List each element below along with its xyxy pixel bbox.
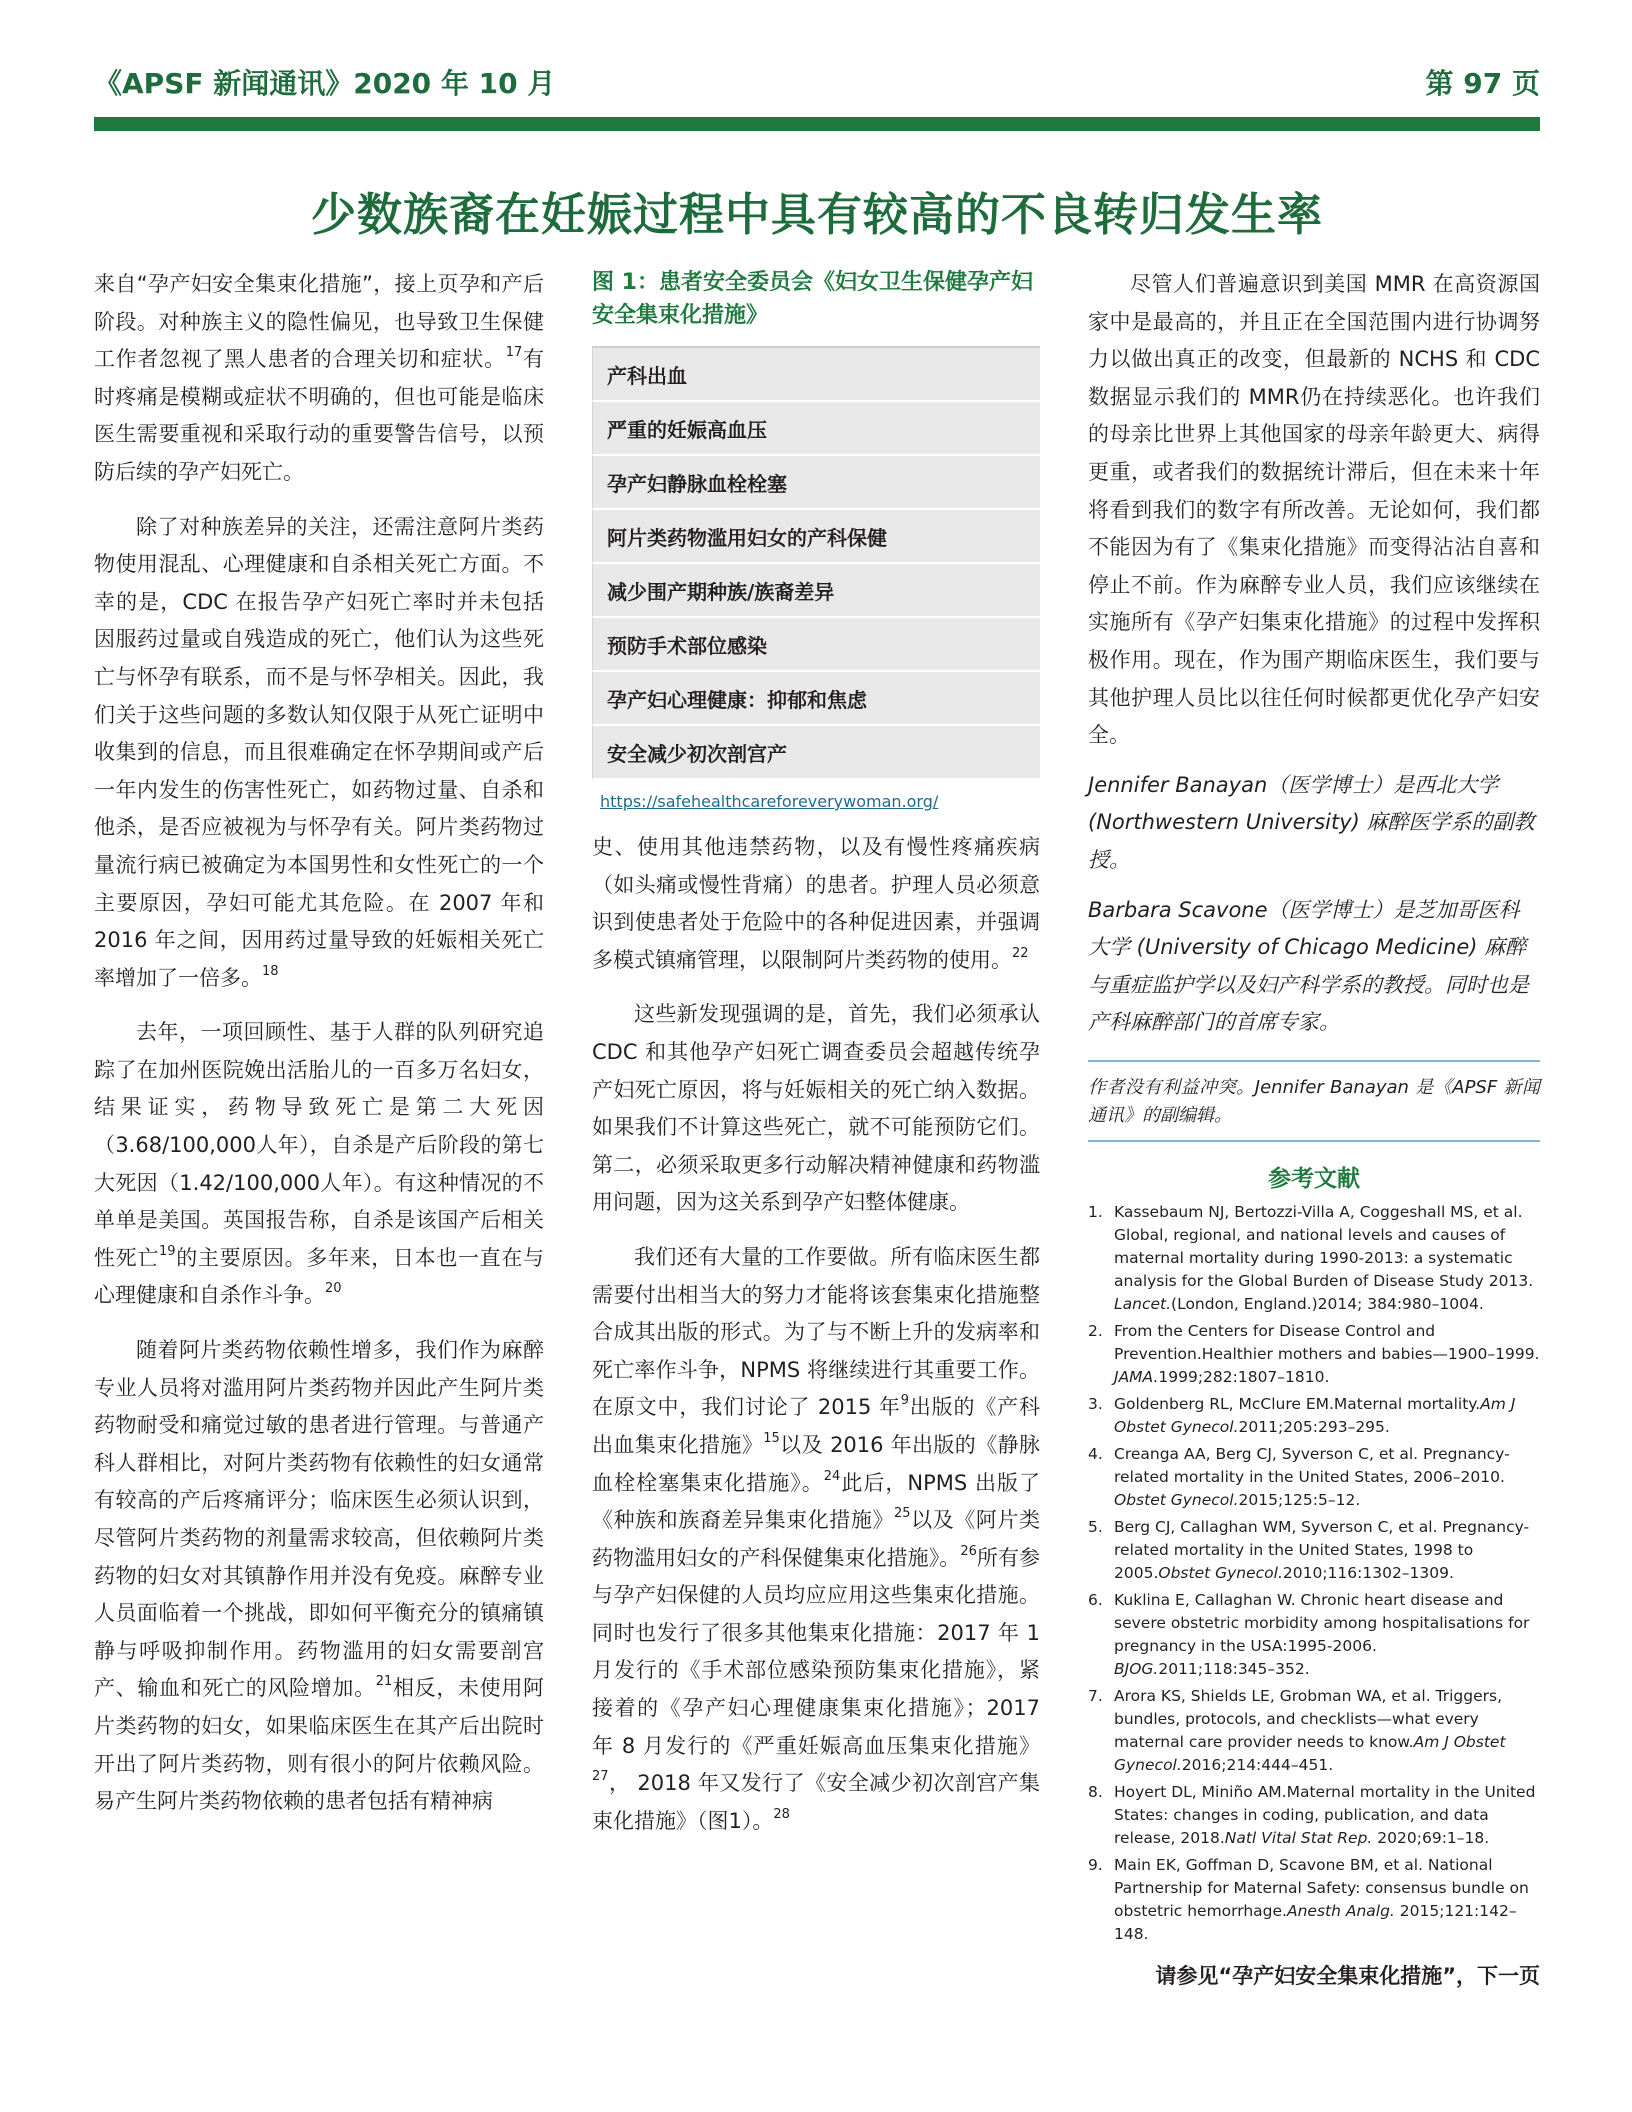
author-bio: Jennifer Banayan（医学博士）是西北大学 (Northwestern University) 麻醉医学系的副教授。 [1088,772,1535,872]
page-number: 第 97 页 [1425,67,1540,100]
newsletter-issue: 《APSF 新闻通讯》2020 年 10 月 [94,67,556,100]
paragraph: 史、使用其他违禁药物，以及有慢性疼痛疾病（如头痛或慢性背痛）的患者。护理人员必须意识到使患者处于危险中的各种促进因素，并强调多模式镇痛管理，以限制阿片类药物的使用。$^{22}$ [592,835,1040,972]
list-item: 9. Main EK, Goffman D, Scavone BM, et al. National Partnership for Maternal Safety: consensus bundle on obstetric hemorrhage.Anesth Analg. 2015;121:142–148. [1088,1855,1529,1943]
continued-next-page: 请参见“孕产妇安全集束化措施”，下一页 [1155,1963,1540,1988]
paragraph: 尽管人们普遍意识到美国 MMR 在高资源国家中是最高的，并且正在全国范围内进行协调努力以做出真正的改变，但最新的 NCHS 和 CDC 数据显示我们的 MMR仍在持续恶化。也许我们的母亲比世界上其他国家的母亲年龄更大、病得更重，或者我们的数据统计滞后，但在未来十年将看到我们的数字有所改善。无论如何，我们都不能因为有了《集束化措施》而变得沾沾自喜和停止不前。作为麻醉专业人员，我们应该继续在实施所有《孕产妇集束化措施》的过程中发挥积极作用。现在，作为围产期临床医生，我们要与其他护理人员比以往任何时候都更优化孕产妇安全。 [1088,272,1540,748]
paragraph: 去年，一项回顾性、基于人群的队列研究追踪了在加州医院娩出活胎儿的一百多万名妇女，结果证实，药物导致死亡是第二大死因（3.68/100,000人年），自杀是产后阶段的第七大死因（1.42/100,000人年）。有这种情况的不单单是美国。英国报告称，自杀是该国产后相关性死亡$^{19}$的主要原因。多年来，日本也一直在与心理健康和自杀作斗争。$^{20}$ [94,1020,545,1308]
table-row: 阿片类药物滥用妇女的产科保健 [592,510,1040,564]
references-heading: 参考文献 [1268,1165,1360,1192]
disclosure-box [1088,1060,1540,1142]
column-1 [94,266,544,1821]
article-title: 少数族裔在妊娠过程中具有较高的不良转归发生率 [310,188,1323,241]
list-item: 4. Creanga AA, Berg CJ, Syverson C, et al. Pregnancy-related mortality in the United States, 2006–2010. Obstet Gynecol.2015;125:5–12. [1088,1444,1510,1509]
paragraph: 随着阿片类药物依赖性增多，我们作为麻醉专业人员将对滥用阿片类药物并因此产生阿片类药物耐受和痛觉过敏的患者进行管理。与普通产科人群相比，对阿片类药物有依赖性的妇女通常有较高的产后疼痛评分；临床医生必须认识到，尽管阿片类药物的剂量需求较高，但依赖阿片类药物的妇女对其镇静作用并没有免疫。麻醉专业人员面临着一个挑战，即如何平衡充分的镇痛镇静与呼吸抑制作用。药物滥用的妇女需要剖宫产、输血和死亡的风险增加。$^{21}$相反，未使用阿片类药物的妇女，如果临床医生在其产后出院时开出了阿片类药物，则有很小的阿片依赖风险。易产生阿片类药物依赖的患者包括有精神病 [94,1338,545,1814]
list-item: 7. Arora KS, Shields LE, Grobman WA, et al. Triggers, bundles, protocols, and checklists—what every maternal care provider needs to know.Am J Obstet Gynecol.2016;214:444–451. [1088,1686,1506,1774]
column-2 [592,266,1040,1840]
table-row: 严重的妊娠高血压 [592,402,1040,456]
table-row: 安全减少初次剖宫产 [592,726,1040,780]
paragraph: 这些新发现强调的是，首先，我们必须承认 CDC 和其他孕产妇死亡调查委员会超越传统孕产妇死亡原因，将与妊娠相关的死亡纳入数据。如果我们不计算这些死亡，就不可能预防它们。第二，必须采取更多行动解决精神健康和药物滥用问题，因为这关系到孕产妇整体健康。 [592,1002,1040,1215]
reference-list [1088,1201,1540,1946]
list-item: 3. Goldenberg RL, McClure EM.Maternal mortality.Am J Obstet Gynecol.2011;205:293–295. [1088,1394,1516,1436]
list-item: 1. Kassebaum NJ, Bertozzi-Villa A, Coggeshall MS, et al. Global, regional, and national levels and causes of maternal mortality during 1990-2013: a systematic analysis for the Global Burden of Disease Study 2013. Lancet.(London, England.)2014; 384:980–1004. [1088,1202,1534,1313]
page-header [94,62,1540,102]
paragraph: 除了对种族差异的关注，还需注意阿片类药物使用混乱、心理健康和自杀相关死亡方面。不幸的是，CDC 在报告孕产妇死亡率时并未包括因服药过量或自残造成的死亡，他们认为这些死亡与怀孕有联系，而不是与怀孕相关。因此，我们关于这些问题的多数认知仅限于从死亡证明中收集到的信息，而且很难确定在怀孕期间或产后一年内发生的伤害性死亡，如药物过量、自杀和他杀，是否应被视为与怀孕有关。阿片类药物过量流行病已被确定为本国男性和女性死亡的一个主要原因，孕妇可能尤其危险。在 2007 年和 2016 年之间，因用药过量导致的妊娠相关死亡率增加了一倍多。$^{18}$ [94,514,544,990]
figure-title: 图 1：患者安全委员会《妇女卫生保健孕产妇安全集束化措施》 [592,270,1033,328]
list-item: 8. Hoyert DL, Miniño AM.Maternal mortality in the United States: changes in coding, publication, and data release, 2018.Natl Vital Stat Rep. 2020;69:1–18. [1088,1782,1536,1847]
paragraph: 来自“孕产妇安全集束化措施”，接上页孕和产后阶段。对种族主义的隐性偏见，也导致卫生保健工作者忽视了黑人患者的合理关切和症状。$^{17}$有时疼痛是模糊或症状不明确的，但也可能是临床医生需要重视和采取行动的重要警告信号，以预防后续的孕产妇死亡。 [94,272,545,484]
table-row: 减少围产期种族/族裔差异 [592,564,1040,618]
figure-table [592,346,1040,780]
paragraph: 我们还有大量的工作要做。所有临床医生都需要付出相当大的努力才能将该套集束化措施整合成其出版的形式。为了与不断上升的发病率和死亡率作斗争，NPMS 将继续进行其重要工作。在原文中，我们讨论了 2015 年$^9$出版的《产科出血集束化措施》$^{15}$以及 2016 年出版的《静脉血栓栓塞集束化措施》。$^{24}$此后，NPMS 出版了《种族和族裔差异集束化措施》$^{25}$以及《阿片类药物滥用妇女的产科保健集束化措施》。$^{26}$所有参与孕产妇保健的人员均应应用这些集束化措施。同时也发行了很多其他集束化措施：2017 年 1 月发行的《手术部位感染预防集束化措施》，紧接着的《孕产妇心理健康集束化措施》；2017 年 8 月发行的《严重妊娠高血压集束化措施》$^{27}$， 2018 年又发行了《安全减少初次剖宫产集束化措施》（图1）。$^{28}$ [592,1244,1041,1833]
header-rule [94,117,1540,131]
table-row: 孕产妇心理健康：抑郁和焦虑 [592,672,1040,726]
author-bio: Barbara Scavone（医学博士）是芝加哥医科大学 (University of Chicago Medicine) 麻醉与重症监护学以及妇产科学系的教授。同时也是产科麻醉部门的首席专家。 [1088,897,1529,1035]
table-row: 预防手术部位感染 [592,618,1040,672]
column-3 [1088,266,1540,1990]
disclosure: 作者没有利益冲突。Jennifer Banayan 是《APSF 新闻通讯》的副编辑。 [1088,1076,1540,1126]
figure-link[interactable]: https://safehealthcareforeverywoman.org/ [600,792,939,811]
table-row: 产科出血 [592,348,1040,402]
list-item: 5. Berg CJ, Callaghan WM, Syverson C, et al. Pregnancy-related mortality in the United States, 1998 to 2005.Obstet Gynecol.2010;116:1302–1309. [1088,1517,1530,1582]
list-item: 6. Kuklina E, Callaghan W. Chronic heart disease and severe obstetric morbidity among hospitalisations for pregnancy in the USA:1995-2006. BJOG.2011;118:345–352. [1088,1590,1530,1678]
list-item: 2. From the Centers for Disease Control and Prevention.Healthier mothers and babies—1900–1999. JAMA.1999;282:1807–1810. [1088,1321,1540,1386]
table-row: 孕产妇静脉血栓栓塞 [592,456,1040,510]
